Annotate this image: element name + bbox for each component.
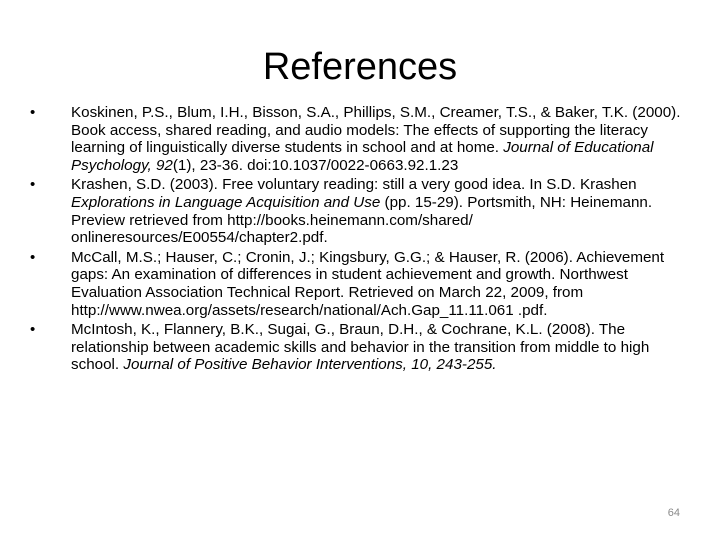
reference-text: Koskinen, P.S., Blum, I.H., Bisson, S.A., Phillips, S.M., Creamer, T.S., & Baker, T.K. (2000). Book access, shared reading, and audio models: The effects of supporting the literacy learning of linguistically diverse students in school and at home. (71, 104, 681, 157)
reference-text: McCall, M.S.; Hauser, C.; Cronin, J.; Kingsbury, G.G.; & Hauser, R. (2006). Achievement gaps: An examination of differences in student achievement and growth. Northwest Evaluation Association Technical Report. Retrieved on March 22, 2009, from http://www.nwea.org/assets/research/national/Ach.Gap_11.11.061 .pdf. (71, 248, 665, 319)
reference-journal: Journal of Positive Behavior Interventions, 10, 243-255. (123, 356, 497, 374)
bullet-icon: • (30, 248, 36, 266)
reference-text: McIntosh, K., Flannery, B.K., Sugai, G., Braun, D.H., & Cochrane, K.L. (2008). The relationship between academic skills and behavior in the transition from middle to high school. (71, 321, 650, 374)
reference-text-tail: (pp. 15-29). Portsmith, NH: Heinemann. Preview retrieved from http://books.heinemann.com/shared/ onlineresources/E00554/chapter2.pdf. (71, 193, 653, 247)
reference-item (30, 176, 690, 246)
bullet-icon: • (30, 321, 36, 339)
reference-item (30, 104, 690, 174)
reference-item (30, 249, 690, 319)
bullet-icon: • (30, 104, 36, 121)
reference-item (30, 321, 690, 374)
reference-text-tail: (1), 23-36. doi:10.1037/0022-0663.92.1.23 (172, 156, 459, 174)
page-number: 64 (667, 507, 680, 519)
bullet-icon: • (30, 176, 36, 194)
reference-list (30, 104, 690, 376)
slide-title: References (262, 46, 458, 88)
reference-text: Krashen, S.D. (2003). Free voluntary reading: still a very good idea. In S.D. Krashen (71, 176, 637, 194)
reference-book-title: Explorations in Language Acquisition and Use (71, 193, 381, 211)
reference-journal: Journal of Educational Psychology, 92 (71, 139, 654, 174)
